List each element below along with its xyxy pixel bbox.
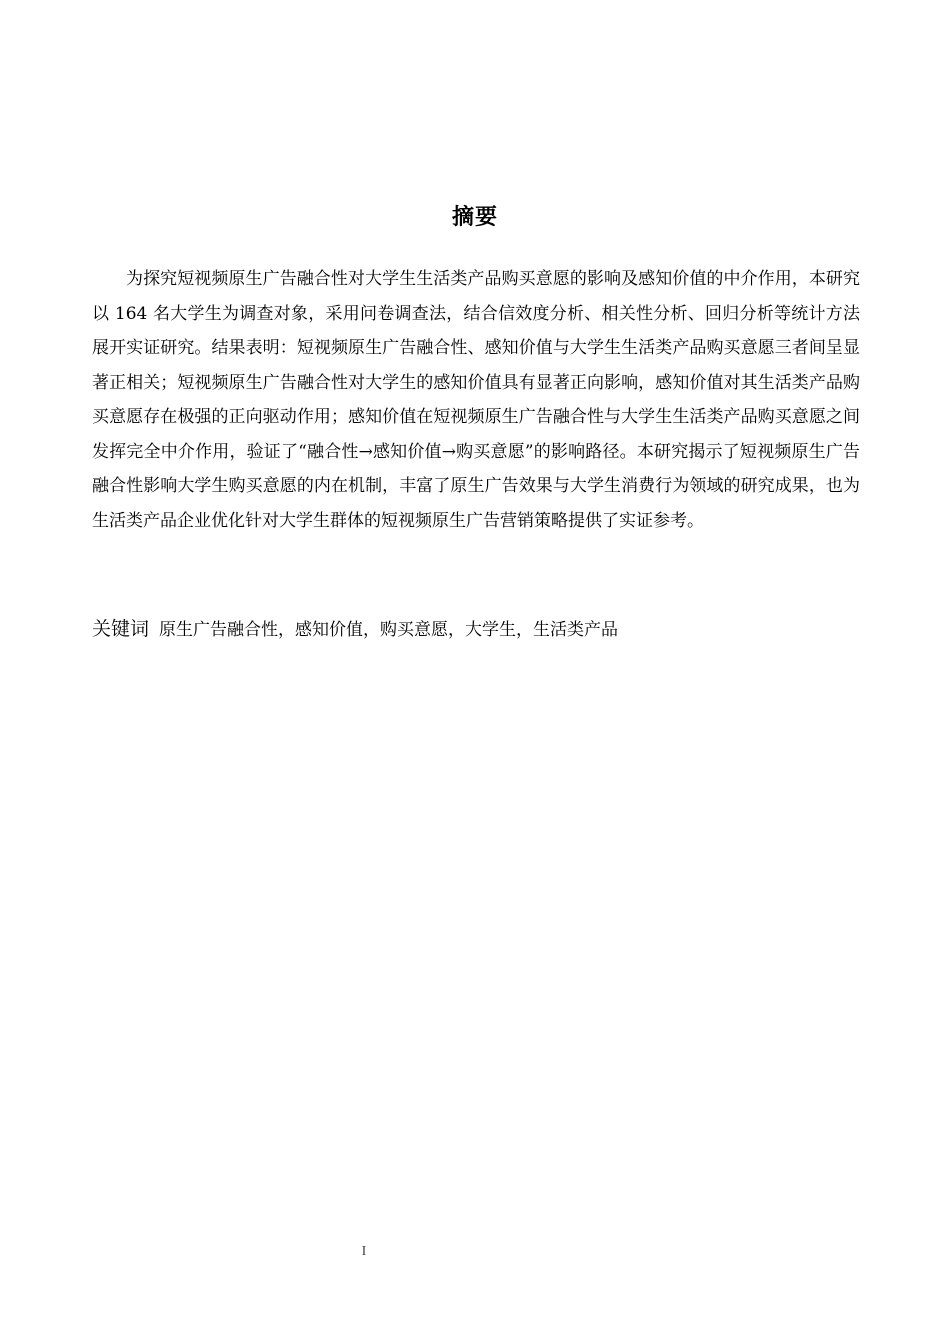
abstract-body: 为探究短视频原生广告融合性对大学生生活类产品购买意愿的影响及感知价值的中介作用，本研究以 164 名大学生为调查对象，采用问卷调查法，结合信效度分析、相关性分析、回归分析等统计方法展开实证研究。结果表明：短视频原生广告融合性、感知价值与大学生生活类产品购买意愿三者间呈显著正相关；短视频原生广告融合性对大学生的感知价值具有显著正向影响，感知价值对其生活类产品购买意愿存在极强的正向驱动作用；感知价值在短视频原生广告融合性与大学生生活类产品购买意愿之间发挥完全中介作用，验证了“融合性→感知价值→购买意愿”的影响路径。本研究揭示了短视频原生广告融合性影响大学生购买意愿的内在机制，丰富了原生广告效果与大学生消费行为领域的研究成果，也为生活类产品企业优化针对大学生群体的短视频原生广告营销策略提供了实证参考。 — [92, 269, 860, 531]
keywords-label: 关键词 — [92, 618, 150, 640]
keywords-text: 原生广告融合性，感知价值，购买意愿，大学生，生活类产品 — [159, 620, 619, 640]
page-number: I — [361, 1244, 367, 1259]
keywords-line — [92, 612, 860, 647]
abstract-title: 摘要 — [451, 205, 498, 230]
